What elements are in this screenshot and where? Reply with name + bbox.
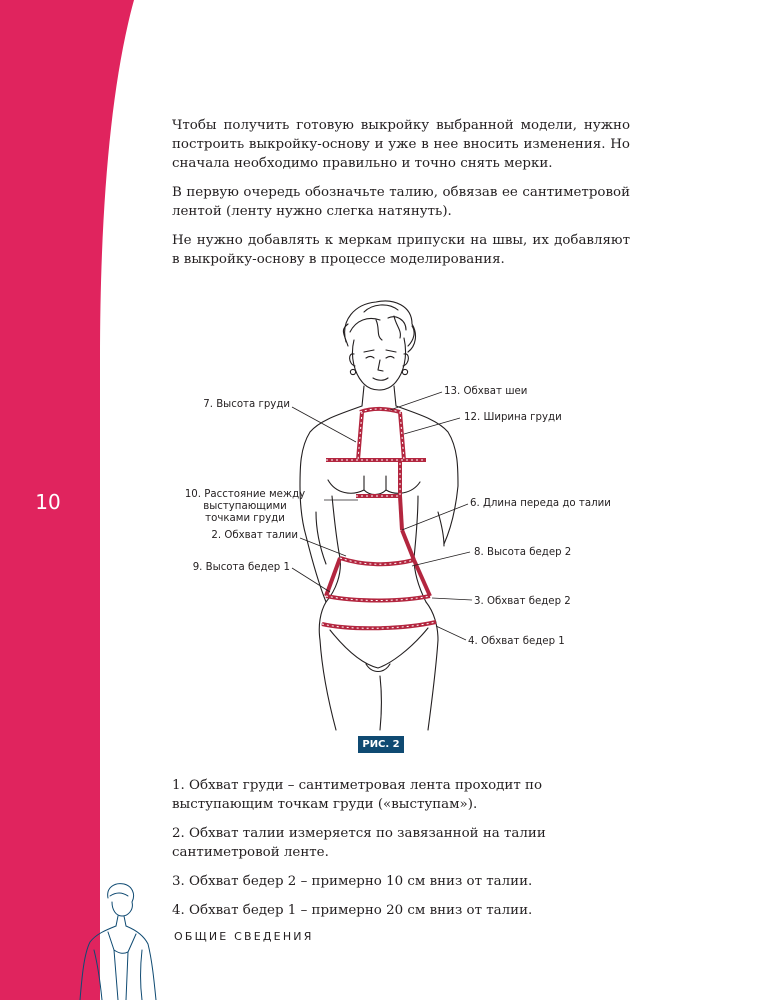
- label-front-length: 6. Длина переда до талии: [470, 498, 611, 509]
- intro-text: [172, 116, 630, 279]
- label-bust-distance-line: точками груди: [205, 513, 285, 524]
- label-bust-distance: [170, 489, 320, 525]
- fashion-sketch-illustration: [78, 880, 162, 1000]
- section-footer: ОБЩИЕ СВЕДЕНИЯ: [174, 930, 314, 943]
- measurement-notes: [172, 776, 642, 930]
- measurement-figure: [150, 290, 620, 760]
- label-hip-circumference-2: 3. Обхват бедер 2: [474, 596, 571, 607]
- label-hip-height-2: 8. Высота бедер 2: [474, 547, 572, 558]
- intro-paragraph: Не нужно добавлять к меркам припуски на швы, их добавляют в выкройку-основу в процессе моделирования.: [172, 233, 630, 267]
- note-item: 2. Обхват талии измеряется по завязанной на талии сантиметровой ленте.: [172, 826, 546, 860]
- label-bust-height: 7. Высота груди: [203, 399, 290, 410]
- label-bust-distance-line: выступающими: [203, 501, 287, 512]
- note-item: 4. Обхват бедер 1 – примерно 20 см вниз от талии.: [172, 903, 533, 918]
- intro-paragraph: В первую очередь обозначьте талию, обвязав ее сантиметровой лентой (ленту нужно слегка натянуть).: [172, 185, 630, 219]
- intro-paragraph: Чтобы получить готовую выкройку выбранной модели, нужно построить выкройку-основу и уже в нее вносить изменения. Но сначала необходимо правильно и точно снять мерки.: [172, 118, 630, 171]
- label-hip-circumference-1: 4. Обхват бедер 1: [468, 636, 565, 647]
- label-hip-height-1: 9. Высота бедер 1: [192, 562, 290, 573]
- note-item: 1. Обхват груди – сантиметровая лента проходит по выступающим точкам груди («выступам»).: [172, 778, 543, 812]
- figure-caption: РИС. 2: [358, 736, 404, 753]
- label-waist-circumference: 2. Обхват талии: [211, 530, 298, 541]
- label-bust-width: 12. Ширина груди: [464, 412, 562, 423]
- body-illustration: [150, 290, 620, 760]
- label-neck-circumference: 13. Обхват шеи: [444, 386, 528, 397]
- note-item: 3. Обхват бедер 2 – примерно 10 см вниз от талии.: [172, 874, 533, 889]
- label-bust-distance-line: 10. Расстояние между: [184, 489, 306, 500]
- page-number: 10: [35, 490, 61, 514]
